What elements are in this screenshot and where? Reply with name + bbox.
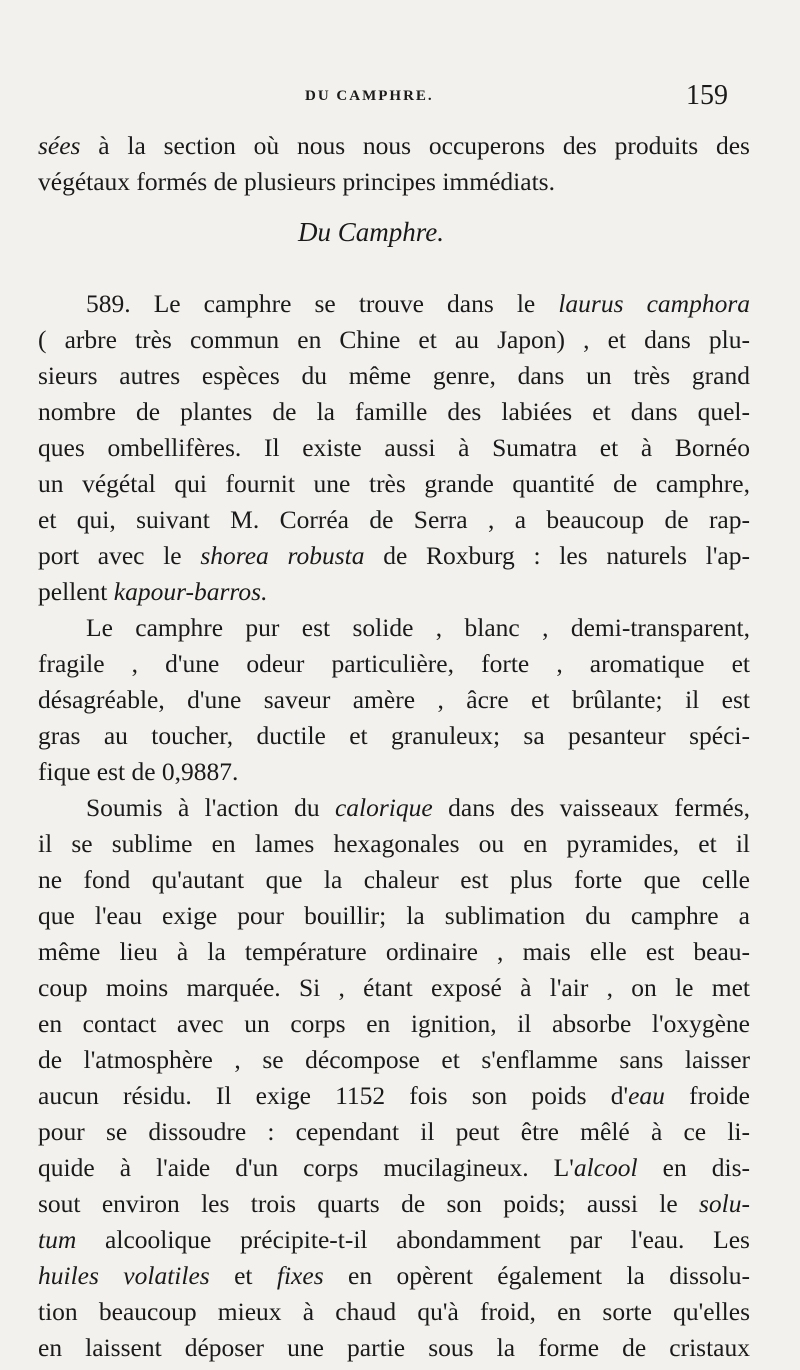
- page-number: 159: [686, 80, 728, 111]
- italic-text: kapour-barros.: [113, 577, 268, 606]
- text-run: coup moins marquée. Si , étant exposé à l'air , on le met: [38, 973, 750, 1002]
- text-line: [38, 1114, 750, 1150]
- text-run: en dis-: [637, 1153, 750, 1182]
- italic-text: alcool: [573, 1153, 638, 1182]
- text-run: et qui, suivant M. Corréa de Serra , a beaucoup de rap-: [38, 505, 750, 534]
- text-run: à la section où nous nous occuperons des produits des: [80, 131, 750, 160]
- text-line: [38, 898, 750, 934]
- text-line: [38, 718, 750, 754]
- italic-text: tum: [38, 1225, 77, 1254]
- text-run: un végétal qui fournit une très grande quantité de camphre,: [38, 469, 750, 498]
- text-run: Le camphre pur est solide , blanc , demi-transparent,: [86, 613, 750, 642]
- text-line: [38, 430, 750, 466]
- italic-text: laurus camphora: [558, 289, 750, 318]
- text-run: ( arbre très commun en Chine et au Japon) , et dans plu-: [38, 325, 750, 354]
- text-run: de Roxburg : les naturels l'ap-: [364, 541, 750, 570]
- text-line: [38, 862, 750, 898]
- italic-text: calorique: [334, 793, 433, 822]
- text-run: même lieu à la température ordinaire , mais elle est beau-: [38, 937, 750, 966]
- text-run: en contact avec un corps en ignition, il absorbe l'oxygène: [38, 1009, 750, 1038]
- text-run: ques ombellifères. Il existe aussi à Sumatra et à Bornéo: [38, 433, 750, 462]
- text-line: [38, 1222, 750, 1258]
- italic-text: huiles volatiles: [38, 1261, 210, 1290]
- text-run: quide à l'aide d'un corps mucilagineux. L': [38, 1153, 574, 1182]
- text-line: [38, 574, 750, 610]
- text-line: [38, 790, 750, 826]
- text-run: dans des vaisseaux fermés,: [432, 793, 750, 822]
- text-run: pellent: [38, 577, 114, 606]
- running-head: DU CAMPHRE.: [305, 88, 434, 104]
- italic-text: fixes: [276, 1261, 324, 1290]
- text-run: désagréable, d'une saveur amère , âcre et brûlante; il est: [38, 685, 750, 714]
- text-run: gras au toucher, ductile et granuleux; sa pesanteur spéci-: [38, 721, 750, 750]
- text-run: pour se dissoudre : cependant il peut être mêlé à ce li-: [38, 1117, 750, 1146]
- text-line: [38, 754, 750, 790]
- section-heading: Du Camphre.: [298, 217, 444, 247]
- text-run: Soumis à l'action du: [86, 793, 335, 822]
- text-run: froide: [664, 1081, 750, 1110]
- italic-text: shorea robusta: [200, 541, 365, 570]
- italic-text: solu-: [699, 1189, 750, 1218]
- text-line: [38, 682, 750, 718]
- text-line: [38, 1042, 750, 1078]
- text-line: [38, 646, 750, 682]
- text-line: [38, 1330, 750, 1366]
- text-line: [38, 164, 750, 200]
- text-run: nombre de plantes de la famille des labiées et dans quel-: [38, 397, 750, 426]
- text-line: [38, 466, 750, 502]
- text-line: [38, 286, 750, 322]
- text-run: de l'atmosphère , se décompose et s'enflamme sans laisser: [38, 1045, 750, 1074]
- text-line: [38, 1258, 750, 1294]
- text-run: tion beaucoup mieux à chaud qu'à froid, en sorte qu'elles: [38, 1297, 750, 1326]
- page-header: [0, 80, 800, 114]
- text-line: [38, 322, 750, 358]
- text-run: et: [209, 1261, 277, 1290]
- text-run: sout environ les trois quarts de son poids; aussi le: [38, 1189, 699, 1218]
- text-line: [38, 1186, 750, 1222]
- text-line: [38, 358, 750, 394]
- text-run: végétaux formés de plusieurs principes immédiats.: [38, 167, 555, 196]
- text-run: alcoolique précipite-t-il abondamment par l'eau. Les: [76, 1225, 750, 1254]
- text-line: [38, 1078, 750, 1114]
- text-line: [38, 610, 750, 646]
- text-run: sieurs autres espèces du même genre, dans un très grand: [38, 361, 750, 390]
- text-run: en laissent déposer une partie sous la forme de cristaux: [38, 1333, 750, 1362]
- italic-text: eau: [628, 1081, 665, 1110]
- text-run: fragile , d'une odeur particulière, forte , aromatique et: [38, 649, 750, 678]
- text-line: [38, 970, 750, 1006]
- text-run: ne fond qu'autant que la chaleur est plus forte que celle: [38, 865, 750, 894]
- text-run: fique est de 0,9887.: [38, 757, 239, 786]
- text-line: [38, 502, 750, 538]
- text-run: aucun résidu. Il exige 1152 fois son poids d': [38, 1081, 629, 1110]
- text-run: port avec le: [38, 541, 201, 570]
- text-line: [38, 394, 750, 430]
- text-run: il se sublime en lames hexagonales ou en pyramides, et il: [38, 829, 750, 858]
- page-body: [38, 128, 750, 1366]
- text-line: [38, 826, 750, 862]
- text-run: en opèrent également la dissolu-: [323, 1261, 750, 1290]
- text-line: [38, 934, 750, 970]
- text-line: [38, 1150, 750, 1186]
- text-line: [38, 128, 750, 164]
- text-run: que l'eau exige pour bouillir; la sublimation du camphre a: [38, 901, 750, 930]
- text-run: 589. Le camphre se trouve dans le: [86, 289, 559, 318]
- text-line: [38, 1006, 750, 1042]
- text-line: [38, 1294, 750, 1330]
- text-line: [38, 538, 750, 574]
- italic-text: sées: [38, 131, 81, 160]
